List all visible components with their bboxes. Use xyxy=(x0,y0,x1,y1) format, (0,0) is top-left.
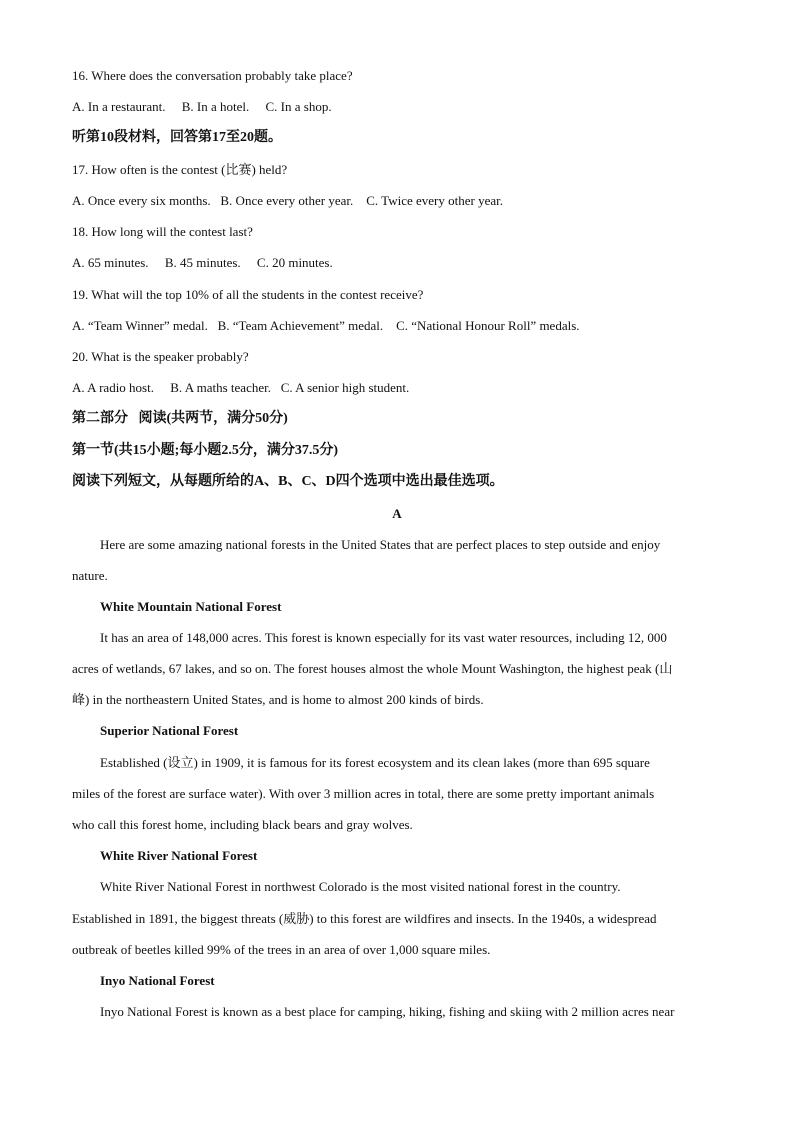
forest-text-line: Inyo National Forest is known as a best place for camping, hiking, fishing and skiing with 2 million acres near xyxy=(100,1004,675,1019)
option-b: B. 45 minutes. xyxy=(164,255,241,270)
option-a: A. A radio host. xyxy=(72,380,154,395)
option-c: C. “National Honour Roll” medals. xyxy=(396,318,580,333)
option-c: C. A senior high student. xyxy=(280,380,410,395)
option-b: B. “Team Achievement” medal. xyxy=(217,318,384,333)
forest-text-line: who call this forest home, including black bears and gray wolves. xyxy=(72,817,413,832)
forest-text-line: Established in 1891, the biggest threats (威胁) to this forest are wildfires and insects. In the 1940s, a widespread xyxy=(72,911,657,926)
option-a: A. Once every six months. xyxy=(72,193,211,208)
options-18 xyxy=(72,255,333,271)
option-a: A. 65 minutes. xyxy=(72,255,149,270)
part-2-heading: 第二部分 阅读(共两节，满分50分) xyxy=(72,411,288,426)
option-b: B. In a hotel. xyxy=(181,99,250,114)
forest-text-line: White River National Forest in northwest Colorado is the most visited national forest in the country. xyxy=(100,879,621,894)
intro-line-2: nature. xyxy=(72,568,108,583)
forest-text-line: 峰) in the northeastern United States, and is home to almost 200 kinds of birds. xyxy=(72,692,484,707)
option-a: A. In a restaurant. xyxy=(72,99,166,114)
question-18: 18. How long will the contest last? xyxy=(72,224,253,239)
section-10-heading: 听第10段材料，回答第17至20题。 xyxy=(72,130,282,145)
passage-label: A xyxy=(392,506,402,521)
options-19 xyxy=(72,318,580,334)
question-19: 19. What will the top 10% of all the students in the contest receive? xyxy=(72,287,424,302)
reading-instruction: 阅读下列短文，从每题所给的A、B、C、D四个选项中选出最佳选项。 xyxy=(72,474,504,489)
forest-heading: White Mountain National Forest xyxy=(100,599,282,614)
forest-heading: Superior National Forest xyxy=(100,723,239,738)
option-c: C. In a shop. xyxy=(265,99,332,114)
question-17: 17. How often is the contest (比赛) held? xyxy=(72,162,288,177)
intro-line-1: Here are some amazing national forests in the United States that are perfect places to step outside and enjoy xyxy=(100,537,661,552)
section-1-heading: 第一节(共15小题;每小题2.5分，满分37.5分) xyxy=(72,443,338,458)
question-20: 20. What is the speaker probably? xyxy=(72,349,249,364)
option-b: B. A maths teacher. xyxy=(170,380,271,395)
option-c: C. Twice every other year. xyxy=(366,193,503,208)
forest-heading: White River National Forest xyxy=(100,848,258,863)
forest-text-line: acres of wetlands, 67 lakes, and so on. The forest houses almost the whole Mount Washington, the highest peak (山 xyxy=(72,661,673,676)
options-16 xyxy=(72,99,332,115)
option-c: C. 20 minutes. xyxy=(256,255,333,270)
forest-text-line: outbreak of beetles killed 99% of the trees in an area of over 1,000 square miles. xyxy=(72,942,491,957)
forest-text-line: miles of the forest are surface water). With over 3 million acres in total, there are some pretty important animals xyxy=(72,786,655,801)
option-a: A. “Team Winner” medal. xyxy=(72,318,208,333)
forest-heading: Inyo National Forest xyxy=(100,973,215,988)
forest-text-line: It has an area of 148,000 acres. This forest is known especially for its vast water resources, including 12, 000 xyxy=(100,630,667,645)
options-20 xyxy=(72,380,409,396)
question-16: 16. Where does the conversation probably take place? xyxy=(72,68,353,83)
options-17 xyxy=(72,193,503,209)
forest-text-line: Established (设立) in 1909, it is famous for its forest ecosystem and its clean lakes (more than 695 square xyxy=(100,755,650,770)
option-b: B. Once every other year. xyxy=(220,193,354,208)
